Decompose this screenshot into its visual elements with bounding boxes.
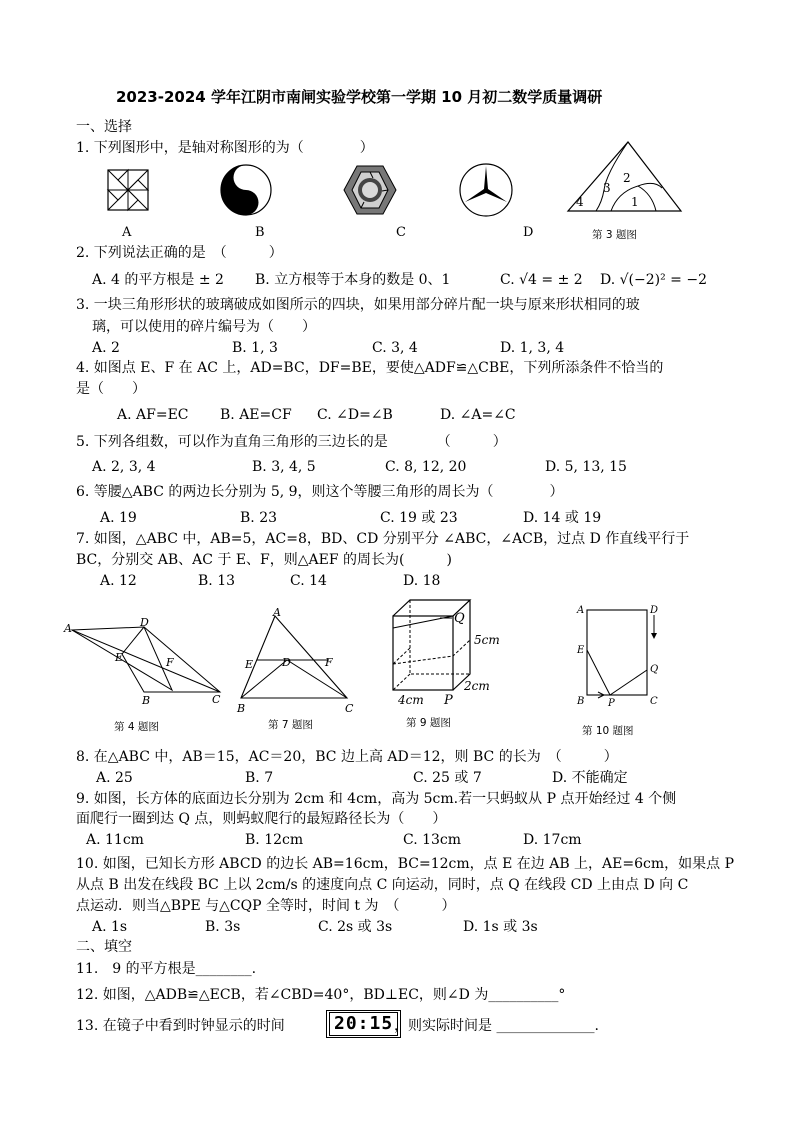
fig4-label-f: F (166, 656, 174, 669)
fig10-label-a: A (577, 605, 585, 616)
q1-option-c[interactable]: C (396, 225, 406, 240)
q5-option-c[interactable]: C. 8, 12, 20 (385, 459, 467, 475)
q2-option-b[interactable]: B. 立方根等于本身的数是 0、1 (255, 272, 451, 288)
q7-option-c[interactable]: C. 14 (290, 573, 327, 589)
fig7-label-c: C (345, 702, 354, 715)
page-title: 2023-2024 学年江阴市南闸实验学校第一学期 10 月初二数学质量调研 (116, 88, 603, 106)
q1-option-b[interactable]: B (255, 225, 265, 240)
fig10-label-p: P (608, 698, 615, 709)
q4-option-a[interactable]: A. AF=EC (117, 407, 189, 423)
q2-stem: 2. 下列说法正确的是 （ ） (76, 245, 283, 261)
q3-option-c[interactable]: C. 3, 4 (372, 340, 418, 356)
fig9-label-q: Q (454, 611, 465, 626)
fig10-caption: 第 10 题图 (582, 725, 634, 737)
fig3-label-1: 1 (631, 195, 639, 209)
fig9-cuboid (388, 596, 506, 710)
q4-stem-line1: 4. 如图点 E、F 在 AC 上，AD=BC，DF=BE，要使△ADF≌△CBE，下列所添条件不恰当的 (76, 360, 664, 376)
q7-stem-line2: BC，分别交 AB、AC 于 E、F，则△AEF 的周长为( ) (76, 552, 452, 568)
fig4-caption: 第 4 题图 (114, 721, 159, 733)
q3-stem-line2: 璃，可以使用的碎片编号为（ ） (92, 319, 316, 335)
q4-option-b[interactable]: B. AE=CF (220, 407, 292, 423)
q10-stem-line2: 从点 B 出发在线段 BC 上以 2cm/s 的速度向点 C 向运动，同时，点 Q 在线段 CD 上由点 D 向 C (76, 877, 689, 893)
fig3-label-2: 2 (623, 171, 631, 185)
q13-stem-post: ，则实际时间是 ______________. (394, 1018, 599, 1034)
q2-option-c[interactable]: C. √4 = ± 2 (500, 272, 583, 288)
q7-stem-line1: 7. 如图，△ABC 中，AB=5，AC=8，BD、CD 分别平分 ∠ABC，∠ACB，过点 D 作直线平行于 (76, 531, 690, 547)
q5-option-d[interactable]: D. 5, 13, 15 (545, 459, 627, 475)
fig9-label-4cm: 4cm (398, 693, 424, 707)
q9-option-a[interactable]: A. 11cm (86, 832, 144, 848)
fig4-label-e: E (115, 651, 124, 664)
q10-option-c[interactable]: C. 2s 或 3s (318, 919, 393, 935)
q4-option-d[interactable]: D. ∠A=∠C (440, 407, 516, 423)
q3-option-a[interactable]: A. 2 (92, 340, 120, 356)
q3-option-d[interactable]: D. 1, 3, 4 (500, 340, 565, 356)
mirror-clock-time: 20:15 (329, 1012, 398, 1036)
q5-option-b[interactable]: B. 3, 4, 5 (252, 459, 316, 475)
fig9-label-2cm: 2cm (464, 679, 490, 693)
q10-option-b[interactable]: B. 3s (205, 919, 241, 935)
fig4-label-a: A (64, 622, 72, 635)
fig3-label-3: 3 (603, 181, 611, 195)
q10-option-d[interactable]: D. 1s 或 3s (463, 919, 538, 935)
q4-option-c[interactable]: C. ∠D=∠B (317, 407, 393, 423)
fig9-label-p: P (444, 693, 453, 708)
q1-stem: 1. 下列图形中，是轴对称图形的为（ ） (76, 140, 374, 156)
q10-stem-line3: 点运动．则当△BPE 与△CQP 全等时，时间 t 为 （ ） (76, 898, 456, 914)
fig3-label-4: 4 (576, 195, 584, 209)
q8-stem: 8. 在△ABC 中，AB＝15，AC＝20，BC 边上高 AD＝12，则 BC 的长为 （ ） (76, 749, 618, 765)
fig7-label-b: B (237, 702, 246, 715)
fig10-label-d: D (650, 605, 659, 616)
q6-option-b[interactable]: B. 23 (240, 510, 278, 526)
mirror-clock-display (326, 1010, 401, 1038)
q9-option-d[interactable]: D. 17cm (523, 832, 582, 848)
fig9-caption: 第 9 题图 (406, 717, 451, 729)
q3-figure-triangle (566, 140, 684, 214)
q5-option-a[interactable]: A. 2, 3, 4 (92, 459, 156, 475)
q6-stem: 6. 等腰△ABC 的两边长分别为 5, 9，则这个等腰三角形的周长为（ ） (76, 484, 564, 500)
fig10-label-q: Q (650, 664, 659, 675)
fig7-label-e: E (245, 658, 254, 671)
fig4-label-c: C (212, 693, 221, 706)
q1-figure-a (106, 168, 150, 212)
q6-option-c[interactable]: C. 19 或 23 (380, 510, 458, 526)
q5-stem: 5. 下列各组数，可以作为直角三角形的三边长的是 （ ） (76, 434, 507, 450)
section-heading-choice: 一、选择 (76, 119, 132, 135)
q9-stem-line2: 面爬行一圈到达 Q 点，则蚂蚁爬行的最短路径长为（ ） (76, 811, 447, 827)
q1-figure-c-hexagon (343, 164, 397, 216)
q3-option-b[interactable]: B. 1, 3 (232, 340, 278, 356)
fig10-label-b: B (577, 696, 585, 707)
q8-option-c[interactable]: C. 25 或 7 (413, 770, 482, 786)
q2-option-a[interactable]: A. 4 的平方根是 ± 2 (92, 272, 224, 288)
fig10-label-c: C (650, 696, 658, 707)
q3-stem-line1: 3. 一块三角形形状的玻璃破成如图所示的四块，如果用部分碎片配一块与原来形状相同的玻 (76, 297, 640, 313)
fig4-label-b: B (142, 694, 151, 707)
fig7-label-d: D (282, 656, 291, 669)
q8-option-b[interactable]: B. 7 (245, 770, 274, 786)
q4-stem-line2: 是（ ） (76, 381, 146, 397)
q10-option-a[interactable]: A. 1s (92, 919, 128, 935)
q7-option-a[interactable]: A. 12 (100, 573, 137, 589)
q11-stem: 11. 9 的平方根是________. (76, 961, 257, 977)
q1-option-d[interactable]: D (523, 225, 534, 240)
fig10-label-e: E (577, 645, 585, 656)
fig4-label-d: D (140, 616, 149, 629)
q6-option-a[interactable]: A. 19 (100, 510, 137, 526)
q8-option-d[interactable]: D. 不能确定 (552, 770, 628, 786)
fig7-label-f: F (325, 656, 333, 669)
q13-stem-pre: 13. 在镜子中看到时钟显示的时间 (76, 1018, 285, 1034)
fig10-rectangle (572, 600, 664, 712)
fig7-label-a: A (273, 606, 281, 619)
fig7-caption: 第 7 题图 (268, 719, 313, 731)
q6-option-d[interactable]: D. 14 或 19 (523, 510, 602, 526)
fig9-label-5cm: 5cm (474, 633, 500, 647)
fig4-diagram (62, 614, 227, 710)
q2-option-d[interactable]: D. √(−2)² = −2 (600, 272, 707, 288)
fig7-diagram (235, 608, 360, 716)
q7-option-d[interactable]: D. 18 (403, 573, 441, 589)
q10-stem-line1: 10. 如图，已知长方形 ABCD 的边长 AB=16cm，BC=12cm，点 E 在边 AB 上，AE=6cm，如果点 P (76, 856, 735, 872)
q7-option-b[interactable]: B. 13 (198, 573, 236, 589)
q1-figure-b-yinyang (220, 164, 272, 216)
q12-stem: 12. 如图，△ADB≌△ECB，若∠CBD=40°，BD⊥EC，则∠D 为__________° (76, 987, 566, 1003)
fig3-caption: 第 3 题图 (592, 229, 637, 241)
q9-option-c[interactable]: C. 13cm (403, 832, 462, 848)
q9-option-b[interactable]: B. 12cm (245, 832, 304, 848)
section-heading-fill: 二、填空 (76, 939, 132, 955)
q9-stem-line1: 9. 如图，长方体的底面边长分别为 2cm 和 4cm，高为 5cm.若一只蚂蚁从 P 点开始经过 4 个侧 (76, 791, 677, 807)
q1-figure-d-star (458, 162, 514, 218)
q1-option-a[interactable]: A (122, 225, 132, 240)
q8-option-a[interactable]: A. 25 (96, 770, 133, 786)
